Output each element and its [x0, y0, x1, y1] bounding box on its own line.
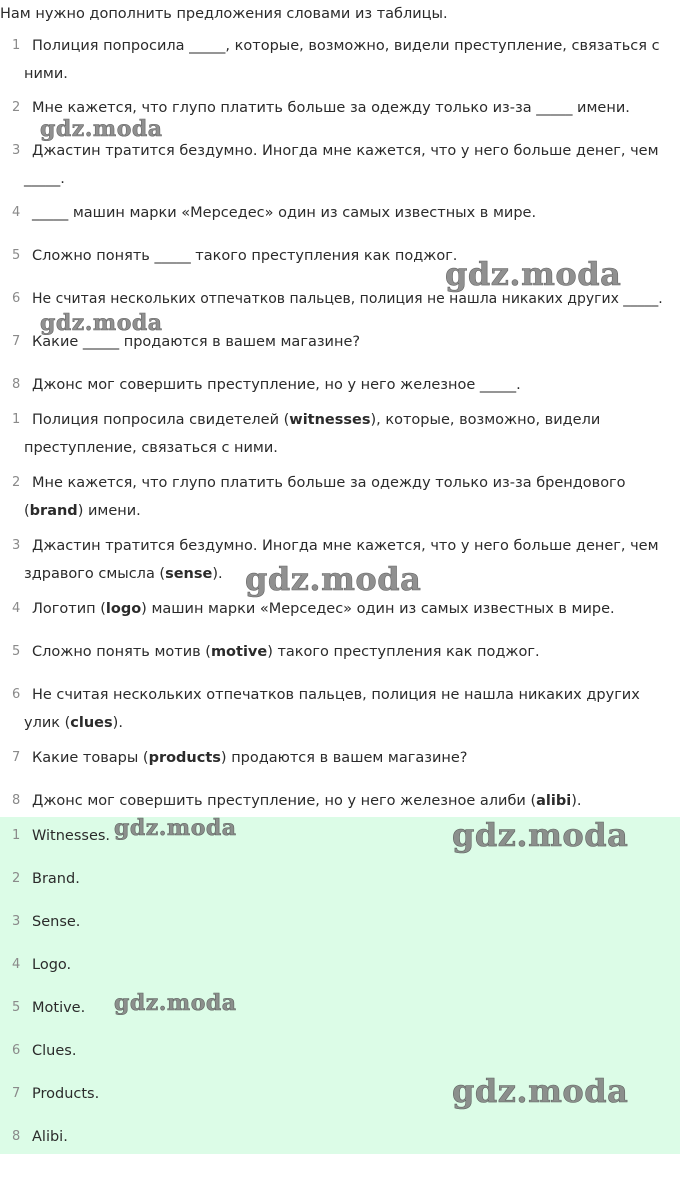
task-text: Мне кажется, что глупо платить больше за одежду только из-за _____ имени. — [32, 100, 630, 116]
translation-item — [0, 406, 680, 462]
item-number: 7 — [12, 334, 21, 349]
answer-text: Brand. — [32, 871, 80, 887]
item-number: 8 — [12, 793, 21, 808]
item-number: 1 — [12, 828, 21, 843]
answer-item — [0, 1037, 680, 1065]
translation-item — [0, 744, 680, 772]
item-number: 2 — [12, 100, 21, 115]
watermark: gdz.moda — [40, 116, 163, 142]
item-number: 5 — [12, 1000, 21, 1015]
task-item — [0, 137, 680, 193]
item-number: 6 — [12, 1043, 21, 1058]
task-text: Джастин тратится бездумно. Иногда мне кажется, что у него больше денег, чем _____. — [24, 143, 659, 187]
answer-text: Products. — [32, 1086, 100, 1102]
task-text: Сложно понять _____ такого преступления как поджог. — [32, 248, 458, 264]
item-number: 2 — [12, 871, 21, 886]
intro-text: Нам нужно дополнить предложения словами из таблицы. — [0, 6, 448, 22]
answer-text: Clues. — [32, 1043, 77, 1059]
item-number: 1 — [12, 412, 21, 427]
item-number: 6 — [12, 291, 21, 306]
answer-text: Witnesses. — [32, 828, 111, 844]
translation-item — [0, 681, 680, 737]
translation-text: Логотип (logo) машин марки «Мерседес» один из самых известных в мире. — [32, 601, 615, 617]
item-number: 7 — [12, 750, 21, 765]
item-number: 3 — [12, 538, 21, 553]
task-text: _____ машин марки «Мерседес» один из самых известных в мире. — [32, 205, 537, 221]
item-number: 2 — [12, 475, 21, 490]
translation-text: Джонс мог совершить преступление, но у него железное алиби (alibi). — [32, 793, 582, 809]
translation-item — [0, 595, 680, 623]
item-number: 6 — [12, 687, 21, 702]
task-text: Джонс мог совершить преступление, но у него железное _____. — [32, 377, 521, 393]
translation-text: Мне кажется, что глупо платить больше за одежду только из-за брендового (brand) имени. — [24, 475, 626, 519]
translation-item — [0, 638, 680, 666]
translation-text: Полиция попросила свидетелей (witnesses), которые, возможно, видели преступление, связаться с ними. — [24, 412, 601, 456]
item-number: 4 — [12, 601, 21, 616]
translation-item — [0, 787, 680, 815]
watermark: gdz.moda — [114, 990, 237, 1016]
item-number: 5 — [12, 248, 21, 263]
watermark: gdz.moda — [245, 560, 422, 598]
item-number: 5 — [12, 644, 21, 659]
watermark: gdz.moda — [445, 255, 622, 293]
item-number: 3 — [12, 914, 21, 929]
watermark: gdz.moda — [452, 816, 629, 854]
item-number: 1 — [12, 38, 21, 53]
watermark: gdz.moda — [114, 815, 237, 841]
translation-text: Какие товары (products) продаются в вашем магазине? — [32, 750, 468, 766]
task-item — [0, 32, 680, 88]
translation-text: Сложно понять мотив (motive) такого преступления как поджог. — [32, 644, 540, 660]
answer-item — [0, 908, 680, 936]
translation-text: Джастин тратится бездумно. Иногда мне кажется, что у него больше денег, чем здравого смысла (sense). — [24, 538, 659, 582]
watermark: gdz.moda — [40, 310, 163, 336]
answer-text: Motive. — [32, 1000, 86, 1016]
answer-text: Sense. — [32, 914, 81, 930]
answer-item — [0, 1123, 680, 1151]
answer-item — [0, 951, 680, 979]
item-number: 4 — [12, 205, 21, 220]
task-text: Полиция попросила _____, которые, возможно, видели преступление, связаться с ними. — [24, 38, 660, 82]
item-number: 3 — [12, 143, 21, 158]
task-text: Не считая нескольких отпечатков пальцев, полиция не нашла никаких других _____. — [32, 291, 663, 307]
answer-text: Logo. — [32, 957, 72, 973]
item-number: 7 — [12, 1086, 21, 1101]
item-number: 8 — [12, 1129, 21, 1144]
answer-item — [0, 865, 680, 893]
translation-text: Не считая нескольких отпечатков пальцев, полиция не нашла никаких других улик (clues). — [24, 687, 640, 731]
item-number: 4 — [12, 957, 21, 972]
task-text: Какие _____ продаются в вашем магазине? — [32, 334, 361, 350]
watermark: gdz.moda — [452, 1072, 629, 1110]
answer-item — [0, 994, 680, 1022]
item-number: 8 — [12, 377, 21, 392]
answer-text: Alibi. — [32, 1129, 68, 1145]
task-item — [0, 199, 680, 227]
translation-item — [0, 469, 680, 525]
task-item — [0, 371, 680, 399]
